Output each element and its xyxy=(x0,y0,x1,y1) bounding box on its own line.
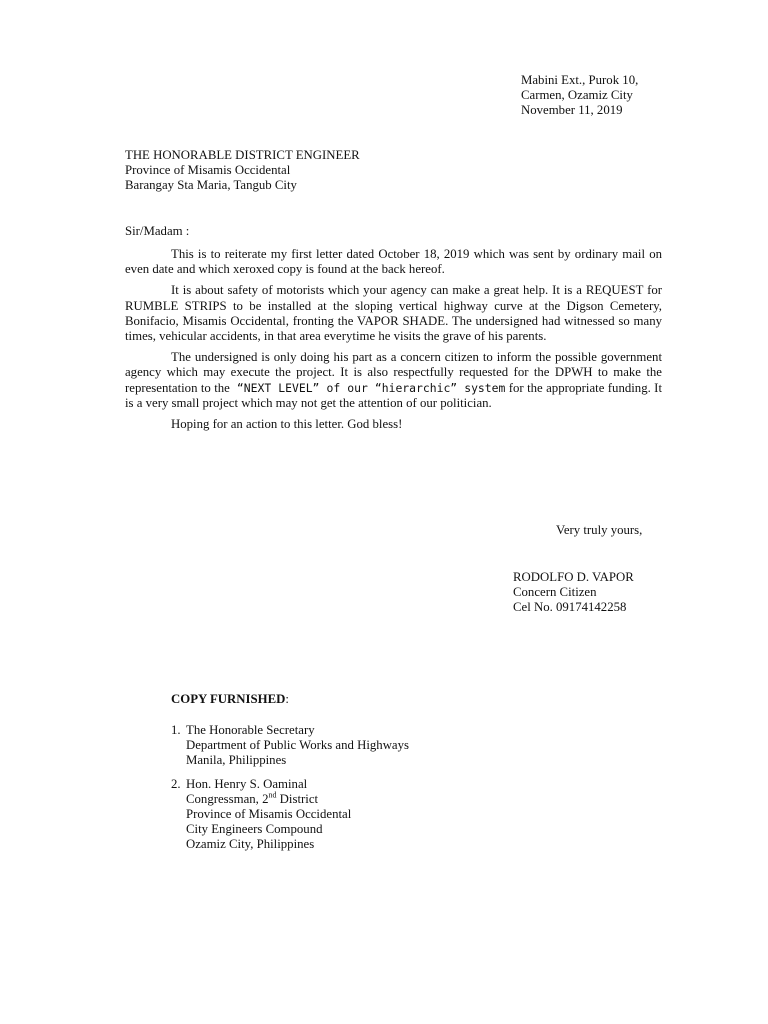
body-paragraph-3-end: for the appropriate funding. It is a very small project which may not get the attention of our politician. xyxy=(125,380,663,410)
body-paragraph-3-start: The undersigned is only doing his part as a concern citizen to inform the possible government agency which may execute the project. It is also respectfully requested for the DPWH to make the representation to the xyxy=(125,350,662,395)
body-paragraph-2: It is about safety of motorists which your agency can make a great help. It is a REQUEST for RUMBLE STRIPS to be installed at the sloping vertical highway curve at the Digson Cemetery, Bonifacio, Misamis Occidental, fronting the VAPOR SHADE. The undersigned had witnessed so many times, vehicular accidents, in that area everytime he visits the grave of his parents. xyxy=(125,283,662,344)
body-paragraph-4: Hoping for an action to this letter. God bless! xyxy=(171,417,403,432)
sender-address-line-1: Mabini Ext., Purok 10, xyxy=(521,73,639,87)
signer-title: Concern Citizen xyxy=(513,585,597,600)
list-item xyxy=(171,723,651,769)
list-item xyxy=(171,777,651,853)
letter-date: November 11, 2019 xyxy=(521,103,623,118)
list-item-number: 2. xyxy=(171,776,181,791)
salutation: Sir/Madam : xyxy=(125,224,190,238)
cf-1-line-2: Department of Public Works and Highways xyxy=(186,738,409,753)
cf-2-line-2-end: District xyxy=(276,791,319,806)
body-paragraph-3-mono-phrase: “NEXT LEVEL” of our “hierarchic” system xyxy=(229,380,506,395)
sender-address-block xyxy=(521,73,741,119)
cf-2-line-4: City Engineers Compound xyxy=(186,822,323,837)
recipient-address-block xyxy=(125,148,625,194)
copy-furnished-heading-colon: : xyxy=(285,692,289,706)
cf-2-line-2 xyxy=(186,792,651,807)
signer-name: RODOLFO D. VAPOR xyxy=(513,570,634,584)
cf-2-line-2-text: Congressman, 2 xyxy=(186,791,269,806)
cf-2-line-3: Province of Misamis Occidental xyxy=(186,807,352,822)
copy-furnished-list xyxy=(171,723,651,861)
list-item-number: 1. xyxy=(171,723,181,737)
cf-2-line-1: Hon. Henry S. Oaminal xyxy=(186,776,308,791)
cf-2-line-5: Ozamiz City, Philippines xyxy=(186,837,315,852)
complimentary-closing: Very truly yours, xyxy=(556,523,643,537)
cf-1-line-3: Manila, Philippines xyxy=(186,753,287,768)
letter-body xyxy=(125,247,662,438)
body-paragraph-1: This is to reiterate my first letter dated October 18, 2019 which was sent by ordinary mail on even date and which xeroxed copy is found at the back hereof. xyxy=(125,247,662,277)
body-paragraph-3 xyxy=(125,350,662,411)
signer-phone: Cel No. 09174142258 xyxy=(513,600,627,615)
recipient-line-2: Province of Misamis Occidental xyxy=(125,163,291,178)
signature-block xyxy=(513,570,753,616)
sender-address-line-2: Carmen, Ozamiz City xyxy=(521,88,633,103)
cf-1-line-1: The Honorable Secretary xyxy=(186,723,315,737)
cf-2-ordinal-suffix: nd xyxy=(268,790,277,800)
recipient-line-1: THE HONORABLE DISTRICT ENGINEER xyxy=(125,148,360,162)
recipient-line-3: Barangay Sta Maria, Tangub City xyxy=(125,178,297,193)
copy-furnished-heading xyxy=(171,692,289,707)
copy-furnished-heading-text: COPY FURNISHED xyxy=(171,692,286,706)
